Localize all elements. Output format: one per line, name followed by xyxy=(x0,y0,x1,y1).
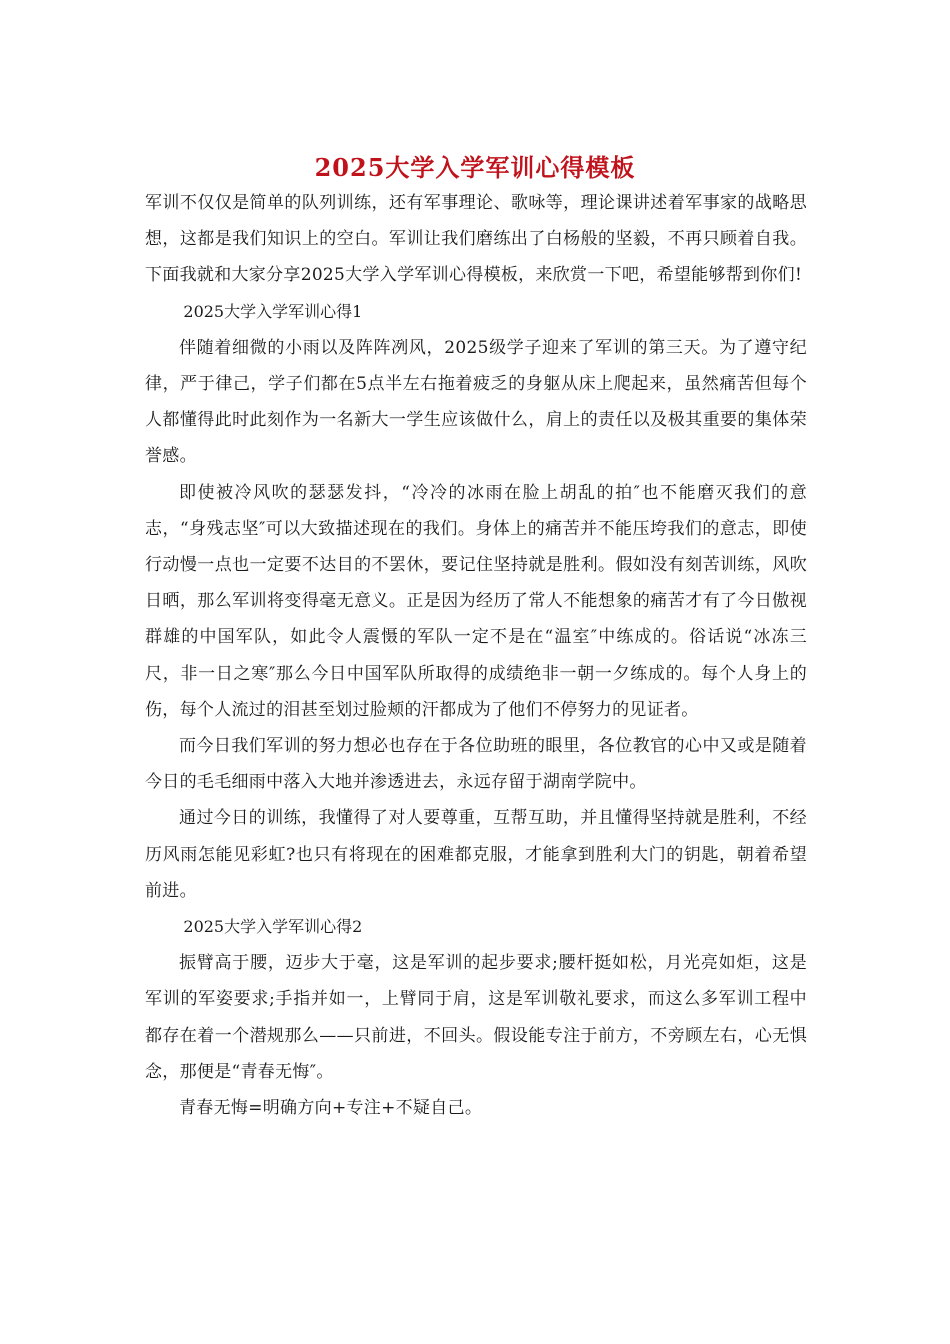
section-heading-2: 2025大学入学军训心得2 xyxy=(183,917,363,937)
document-title: 2025大学入学军训心得模板 xyxy=(314,153,636,182)
document-body xyxy=(145,185,807,1126)
section-2-paragraph-1: 振臂高于腰，迈步大于毫，这是军训的起步要求;腰杆挺如松，月光亮如炬，这是军训的军姿要求;手指并如一，上臂同于肩，这是军训敬礼要求，而这么多军训工程中都存在着一个潜规那么——只前进，不回头。假设能专注于前方，不旁顾左右，心无惧念，那便是“青春无悔″。 xyxy=(145,953,807,1082)
section-1-paragraph-1: 伴随着细微的小雨以及阵阵冽风，2025级学子迎来了军训的第三天。为了遵守纪律，严于律己，学子们都在5点半左右拖着疲乏的身躯从床上爬起来，虽然痛苦但每个人都懂得此时此刻作为一名新大一学生应该做什么，肩上的责任以及极其重要的集体荣誉感。 xyxy=(145,337,807,467)
intro-paragraph: 军训不仅仅是简单的队列训练，还有军事理论、歌咏等，理论课讲述着军事家的战略思想，这都是我们知识上的空白。军训让我们磨练出了白杨般的坚毅，不再只顾着自我。下面我就和大家分享2025大学入学军训心得模板，来欣赏一下吧，希望能够帮到你们! xyxy=(145,193,807,286)
section-1-paragraph-3: 而今日我们军训的努力想必也存在于各位助班的眼里，各位教官的心中又或是随着今日的毛毛细雨中落入大地并渗透进去，永远存留于湖南学院中。 xyxy=(145,736,807,793)
section-1-paragraph-2: 即使被冷风吹的瑟瑟发抖，“冷冷的冰雨在脸上胡乱的拍″也不能磨灭我们的意志，“身残志坚″可以大致描述现在的我们。身体上的痛苦并不能压垮我们的意志，即使行动慢一点也一定要不达目的不罢休，要记住坚持就是胜利。假如没有刻苦训练，风吹日晒，那么军训将变得毫无意义。正是因为经历了常人不能想象的痛苦才有了今日傲视群雄的中国军队，如此令人震慑的军队一定不是在“温室″中练成的。俗话说“冰冻三尺，非一日之寒″那么今日中国军队所取得的成绩绝非一朝一夕练成的。每个人身上的伤，每个人流过的泪甚至划过脸颊的汗都成为了他们不停努力的见证者。 xyxy=(145,482,807,720)
section-heading-1: 2025大学入学军训心得1 xyxy=(183,301,363,321)
section-1-paragraph-4: 通过今日的训练，我懂得了对人要尊重，互帮互助，并且懂得坚持就是胜利，不经历风雨怎能见彩虹?也只有将现在的困难都克服，才能拿到胜利大门的钥匙，朝着希望前进。 xyxy=(145,808,807,901)
section-2-paragraph-2: 青春无悔=明确方向+专注+不疑自己。 xyxy=(179,1098,483,1119)
